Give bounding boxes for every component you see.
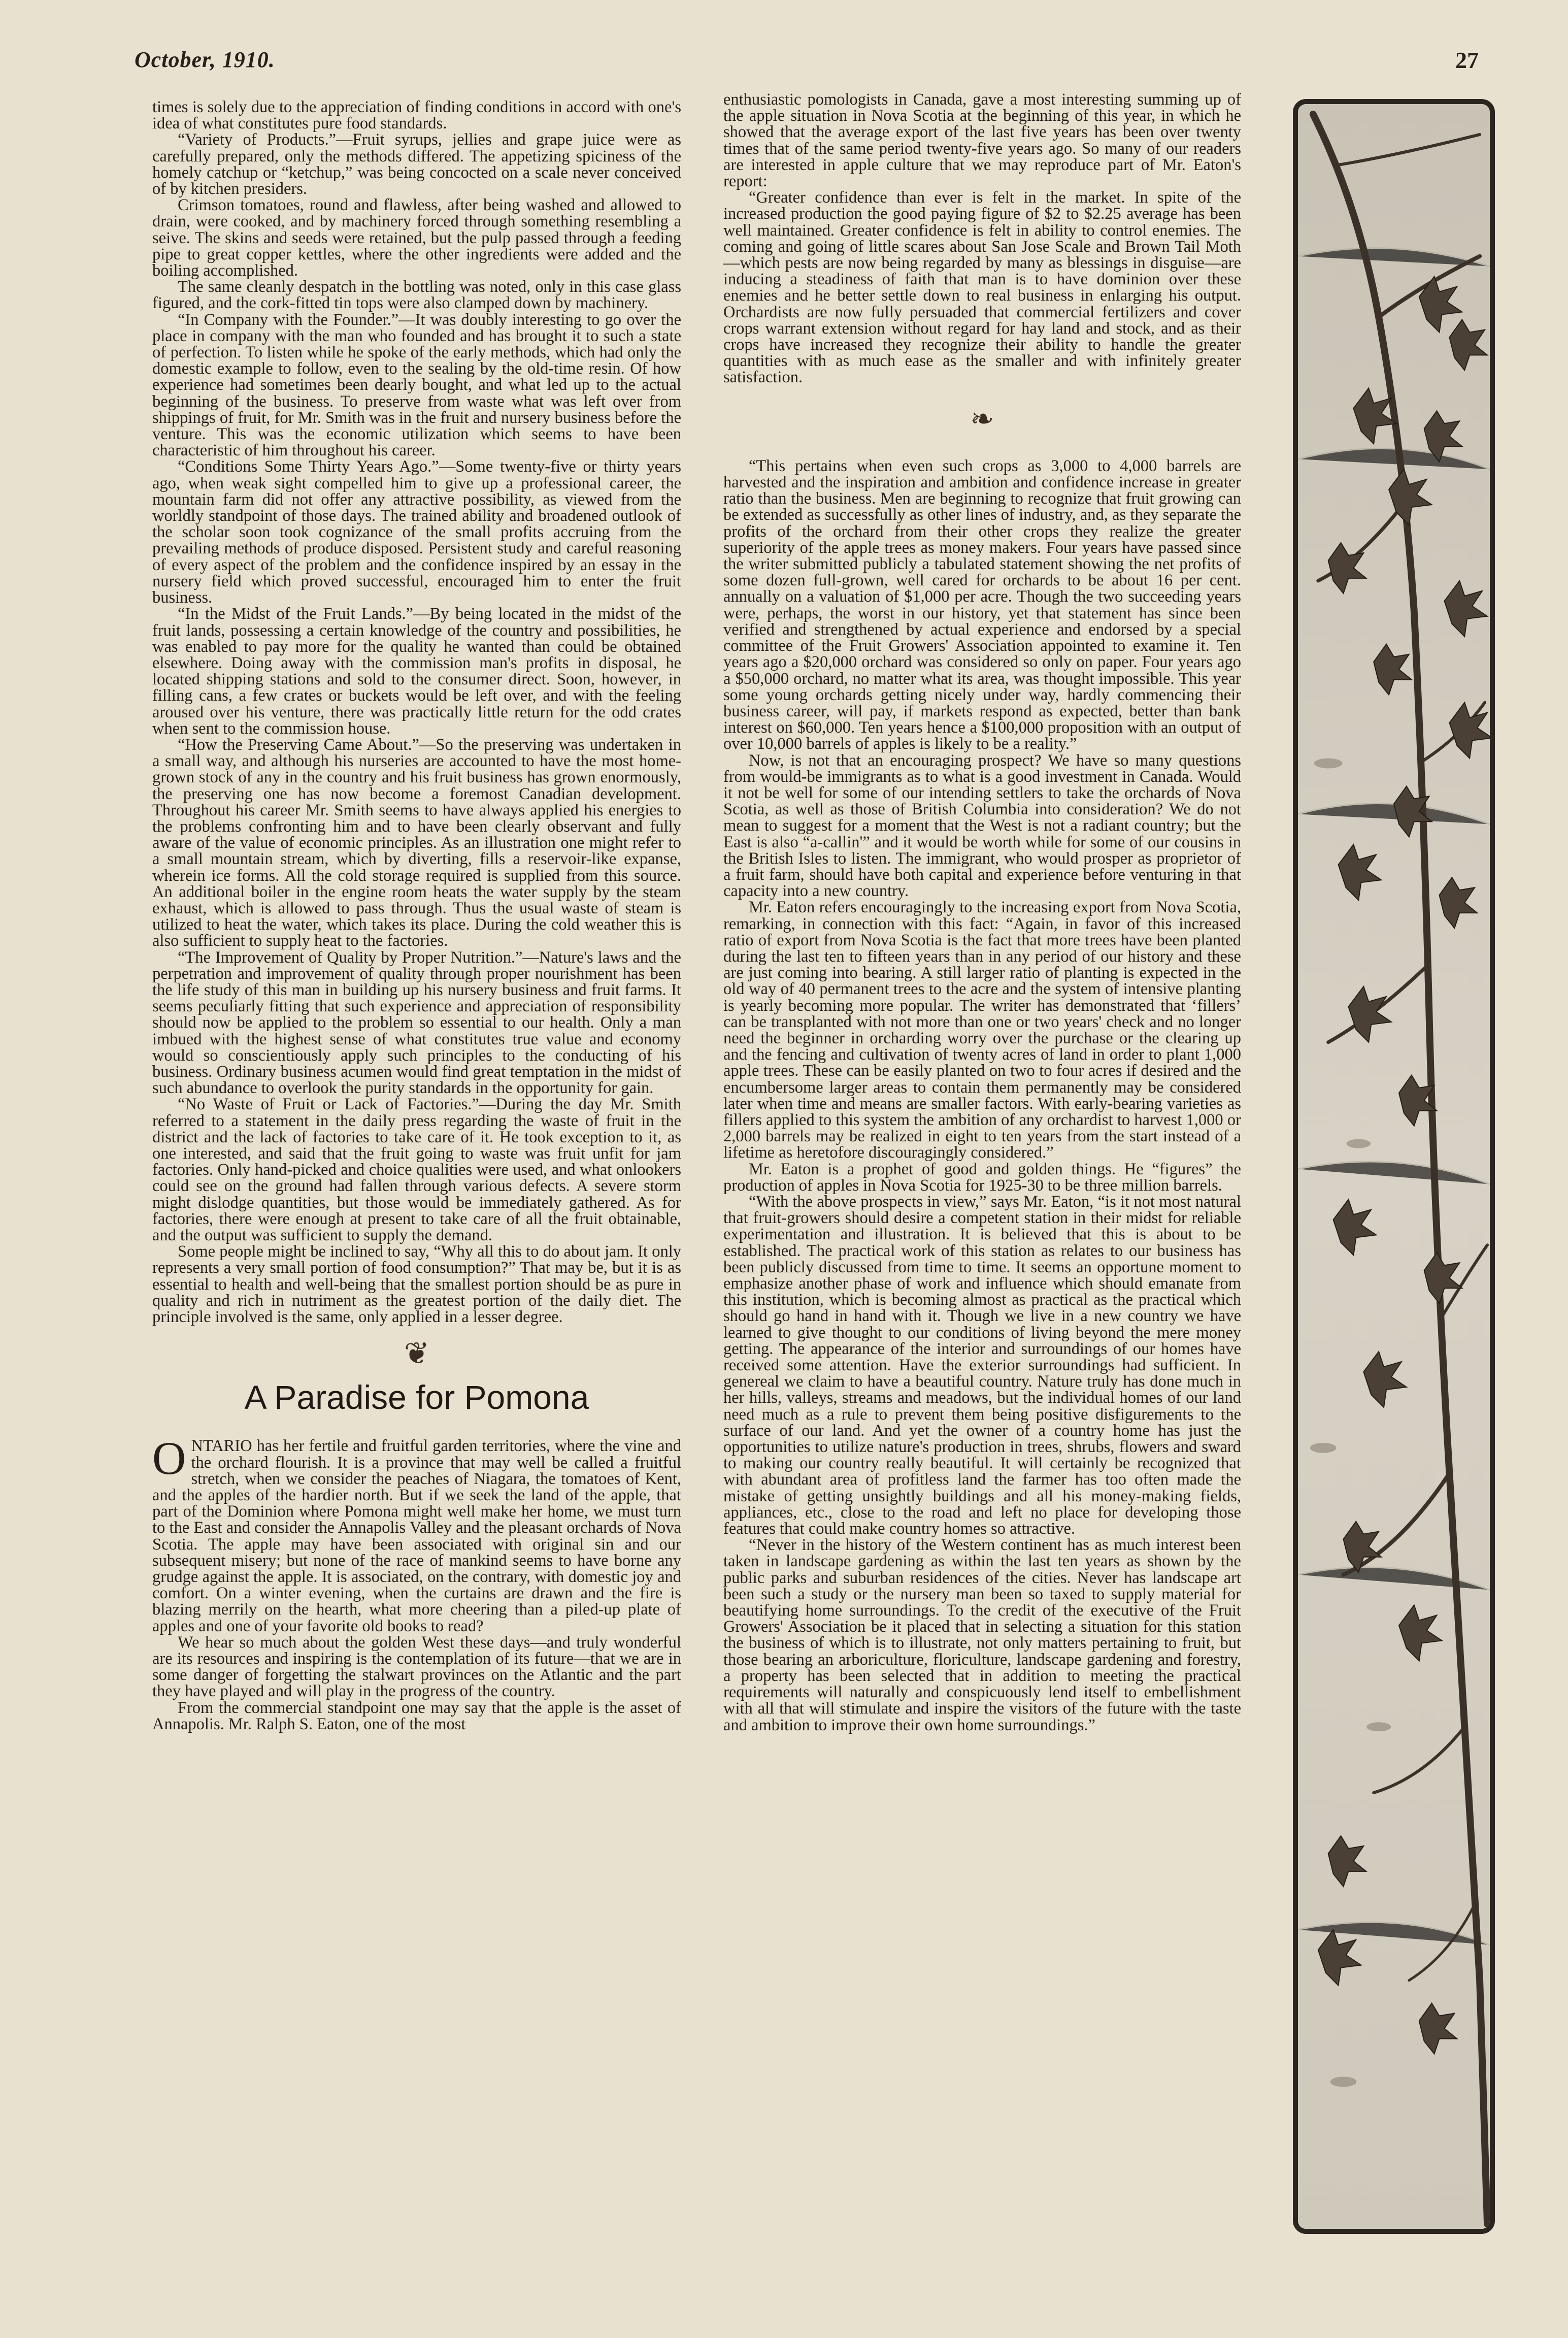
paragraph: Mr. Eaton is a prophet of good and golden things. He “figures” the production of apples in Nova Scotia for 1925-30 to be three million barrels. — [723, 1160, 1241, 1195]
paragraph: From the commercial standpoint one may say that the apple is the asset of Annapolis. Mr. Ralph S. Eaton, one of the most — [152, 1698, 681, 1733]
paragraph: “No Waste of Fruit or Lack of Factories.”—During the day Mr. Smith referred to a statement in the daily press regarding the waste of fruit in the district and the lack of factories to take care of it. He took exception to it, as one interested, and said that the fruit going to waste was fruit unfit for jam factories. Only hand-picked and choice qualities were used, and what onlookers could see on the ground had fallen through various defects. A severe storm might dislodge quantities, but those would be immediately gathered. As for factories, there were enough at present to take care of all the fruit obtainable, and the output was sufficient to supply the demand. — [152, 1095, 681, 1245]
autumn-branch-illustration-icon — [1293, 99, 1495, 2234]
drop-cap: O — [152, 1432, 186, 1485]
paragraph: “How the Preserving Came About.”—So the preserving was undertaken in a small way, and although his nurseries are accounted to have the most home-grown stock of any in the country and his fruit business has grown enormously, the preserving one has now become a foremost Canadian development. Throughout his career Mr. Smith seems to have always applied his energies to the problems confronting him and to have been clearly observant and fully aware of the value of economic principles. As an illustration one might refer to a small mountain stream, which by diverting, fills a reservoir-like expanse, wherein ice forms. All the cold storage required is supplied from this source. An additional boiler in the engine room heats the water supply by the steam exhaust, which is allowed to pass through. Thus the usual waste of steam is utilized to heat the water, which takes its place. During the cold weather this is also sufficient to supply heat to the factories. — [152, 735, 681, 950]
left-column — [152, 99, 681, 1732]
paragraph: “In the Midst of the Fruit Lands.”—By being located in the midst of the fruit lands, possessing a certain knowledge of the country and possibilities, he was enabled to pay more for the quality he wanted than could be obtained elsewhere. Doing away with the commission man's profits in disposal, he located shipping stations and sold to the consumer direct. Soon, however, in filling cans, a few crates or buckets would be left over, and with the feeling aroused over his venture, there was practically little return for the odd crates when sent to the commission house. — [152, 605, 681, 738]
paragraph: “The Improvement of Quality by Proper Nutrition.”—Nature's laws and the perpetration and improvement of quality through proper nourishment has been the life study of this man in building up his nursery business and fruit farms. It seems peculiarly fitting that such experience and appreciation of responsibility should now be applied to the problem so essential to our health. Only a man imbued with the highest sense of what constitutes true value and economy would so conscientiously apply such principles to the conducting of his business. Ordinary business acumen would find great temptation in the midst of such abundance to overlook the purity standards in the opportunity for gain. — [152, 948, 681, 1098]
page-date: October, 1910. — [135, 47, 275, 72]
paragraph: “This pertains when even such crops as 3,000 to 4,000 barrels are harvested and the inspiration and ambition and confidence increase in greater ratio than the business. Men are beginning to recognize that fruit growing can be extended as successfully as other lines of industry, and, as they separate the profits of the orchard from their other crops they realize the greater superiority of the apple trees as money makers. Four years have passed since the writer submitted publicly a tabulated statement showing the net profits of some dozen full-grown, well cared for orchards to be about 16 per cent. annually on a valuation of $1,000 per acre. Though the two succeeding years were, perhaps, the worst in our history, yet that statement has since been verified and strengthened by actual experience and endorsed by a special committee of the Fruit Growers' Association appointed to examine it. Ten years ago a $20,000 orchard was considered so only on paper. Four years ago a $50,000 orchard, no matter what its area, was thought impossible. This year some young orchards getting nicely under way, hardly commencing their business career, will pay, if markets respond as expected, better than bank interest on $60,000. Ten years hence a $100,000 proposition with an output of over 10,000 barrels of apples is likely to be a reality.” — [723, 456, 1241, 753]
middle-column — [723, 91, 1241, 1733]
page-number: 27 — [1455, 47, 1479, 73]
paragraph: “Never in the history of the Western continent has as much interest been taken in landscape gardening as within the last ten years as shown by the public parks and suburban residences of the cities. Never has landscape art been such a study or the nursery man been so taxed to supply material for beautifying home surroundings. To the credit of the executive of the Fruit Growers' Association be it placed that in selecting a situation for this station the business of which is to illustrate, not only matters pertaining to fruit, but those bearing an arboriculture, floriculture, landscape gardening and forestry, a property has been selected that in addition to meeting the practical requirements will naturally and conspicuously lend itself to embellishment with all that will stimulate and inspire the visitors of the future with the taste and ambition to improve their own home surroundings.” — [723, 1536, 1241, 1734]
paragraph: “Greater confidence than ever is felt in the market. In spite of the increased production the good paying figure of $2 to $2.25 average has been well maintained. Greater confidence is felt in ability to control enemies. The coming and going of little scares about San Jose Scale and Brown Tail Moth—which pests are now being regarded by many as blessings in disguise—are inducing a steadiness of faith that man is to have dominion over these enemies and he better settle down to real business in enlarging his output. Orchardists are now fully persuaded that commercial fertilizers and cover crops warrant extension without regard for hay land and stock, and as their crops have increased they recognize their ability to handle the greater quantities with as much ease as the smaller and with infinitely greater satisfaction. — [723, 188, 1241, 387]
article-first-paragraph-text: NTARIO has her fertile and fruitful garden territories, where the vine and the orchard flourish. It is a province that may well be called a fruitful stretch, when we consider the peaches of Niagara, the tomatoes of Kent, and the apples of the hardier north. But if we seek the land of the apple, that part of the Dominion where Pomona might well make her home, we must turn to the East and consider the Annapolis Valley and the pleasant orchards of Nova Scotia. The apple may have been associated with original sin and our subsequent misery; but none of the race of mankind seems to have borne any grudge against the apple. It is associated, on the contrary, with domestic joy and comfort. On a winter evening, when the curtains are drawn and the fire is blazing merrily on the hearth, what more cheering than a piled-up plate of apples and one of your favorite old books to read? — [152, 1437, 681, 1635]
paragraph: Now, is not that an encouraging prospect? We have so many questions from would-be immigrants as to what is a good investment in Canada. Would it not be well for some of our intending settlers to take the orchards of Nova Scotia, as well as those of British Columbia into consideration? We do not mean to suggest for a moment that the West is not a radiant country; but the East is also “a-callin'” and it would be worth while for some of our cousins in the British Isles to listen. The immigrant, who would prosper as proprietor of a fruit farm, should have both capital and experience before venturing in that capacity into a new country. — [723, 751, 1241, 901]
paragraph: “With the above prospects in view,” says Mr. Eaton, “is it not most natural that fruit-growers should desire a competent station in their midst for reliable experimentation and illustration. It is believed that this is about to be established. The practical work of this station as relates to our business has been publicly discussed from time to time. It seems an opportune moment to emphasize another phase of work and influence which should emanate from this institution, which is becoming almost as practical as the practical which should go hand in hand with it. Though we live in a new country we have learned to give thought to our conditions of living beyond the mere money getting. The appearance of the interior and surroundings of our homes have received some attention. Have the exterior surroundings had sufficient. In genereal we claim to have a beautiful country. Nature truly has done much in her hills, valleys, streams and meadows, but the individual homes of our land need much as a rule to prevent them being positive disfigurements to the surface of our land. And yet the owner of a country home has just the opportunities to utilize nature's production in trees, shrubs, flowers and sward to making our country really beautiful. It will certainly be recognized that with abundant area of profitless land the farmer has too often made the mistake of getting unsightly buildings and all his money-making fields, appliances, etc., close to the road and left no place for developing those features that could make country homes so attractive. — [723, 1193, 1241, 1538]
paragraph: We hear so much about the golden West these days—and truly wonderful are its resources and inspiring is the contemplation of its future—that we are in some danger of forgetting the stalwart provinces on the Atlantic and the part they have played and will play in the progress of the country. — [152, 1633, 681, 1701]
floral-ornament-icon: ❦ — [404, 1337, 430, 1371]
article-first-paragraph — [152, 1432, 681, 1635]
paragraph: enthusiastic pomologists in Canada, gave a most interesting summing up of the apple situation in Nova Scotia at the beginning of this year, in which he showed that the average export of the last five years has been over twenty times that of the same period twenty-five years ago. So many of our readers are interested in apple culture that we may reproduce part of Mr. Eaton's report: — [723, 90, 1241, 191]
branch-drawing — [1298, 104, 1490, 2229]
paragraph: The same cleanly despatch in the bottling was noted, only in this case glass figured, and the cork-fitted tin tops were also clamped down by machinery. — [152, 278, 681, 313]
paragraph: “Variety of Products.”—Fruit syrups, jellies and grape juice were as carefully prepared, only the methods differed. The appetizing spiciness of the homely catchup or “ketchup,” was being concocted on a scale never conceived of by kitchen presiders. — [152, 130, 681, 199]
paragraph: “In Company with the Founder.”—It was doubly interesting to go over the place in company with the man who founded and has brought it to such a state of perfection. To listen while he spoke of the early methods, which had only the domestic example to follow, even to the sealing by the old-time resin. Of how experience had sometimes been dearly bought, and what led up to the actual beginning of the business. To preserve from waste what was left over from shippings of fruit, for Mr. Smith was in the fruit and nursery business before the venture. This was the economic utilization which seems to have been characteristic of him throughout his career. — [152, 310, 681, 460]
paragraph: times is solely due to the appreciation of finding conditions in accord with one's idea of what constitutes pure food standards. — [152, 98, 681, 133]
paragraph: Some people might be inclined to say, “Why all this to do about jam. It only represents a very small portion of food consumption?” That may be, but it is as essential to health and well-being that the smallest portion should be as pure in quality and rich in nutriment as the greatest portion of the daily diet. The principle involved is the same, only applied in a lesser degree. — [152, 1242, 681, 1327]
paragraph: “Conditions Some Thirty Years Ago.”—Some twenty-five or thirty years ago, when weak sight compelled him to give up a professional career, the mountain farm did not offer any attractive possibility, as viewed from the worldly standpoint of those days. The trained ability and broadened outlook of the scholar soon took cognizance of the small profits accruing from the prevailing methods of produce disposed. Persistent study and careful reasoning of every aspect of the problem and the confidence inspired by an essay in the nursery field which proved successful, encouraged him to enter the fruit business. — [152, 457, 681, 607]
article-title: A Paradise for Pomona — [244, 1378, 589, 1417]
paragraph: Mr. Eaton refers encouragingly to the increasing export from Nova Scotia, remarking, in connection with this fact: “Again, in favor of this increased ratio of export from Nova Scotia is the fact that more trees have been planted during the last ten to fifteen years than in any period of our history and these are just coming into bearing. A still larger ratio of planting is expected in the old way of 40 permanent trees to the acre and the system of intensive planting is yearly becoming more popular. The writer has demonstrated that ‘fillers’ can be transplanted with not more than one or two years' check and no longer need the beginner in orcharding worry over the purchase or the clearing up and the fencing and cultivation of twenty acres of land in order to plant 1,000 apple trees. These can be easily planted on two to four acres if desired and the encumbersome larger areas to contain them permanently may be considered later when time and means are smaller factors. With early-bearing varieties as fillers applied to this system the ambition of any orchardist to harvest 1,000 or 2,000 barrels may be realized in eight to ten years from the start instead of a lifetime as heretofore discouragingly considered.” — [723, 898, 1241, 1162]
scroll-ornament-icon: ❧ — [970, 403, 994, 435]
paragraph: Crimson tomatoes, round and flawless, after being washed and allowed to drain, were cooked, and by machinery forced through something resembling a seive. The skins and seeds were retained, but the pulp passed through a feeding pipe to great copper kettles, where the other ingredients were added and the boiling accomplished. — [152, 196, 681, 280]
